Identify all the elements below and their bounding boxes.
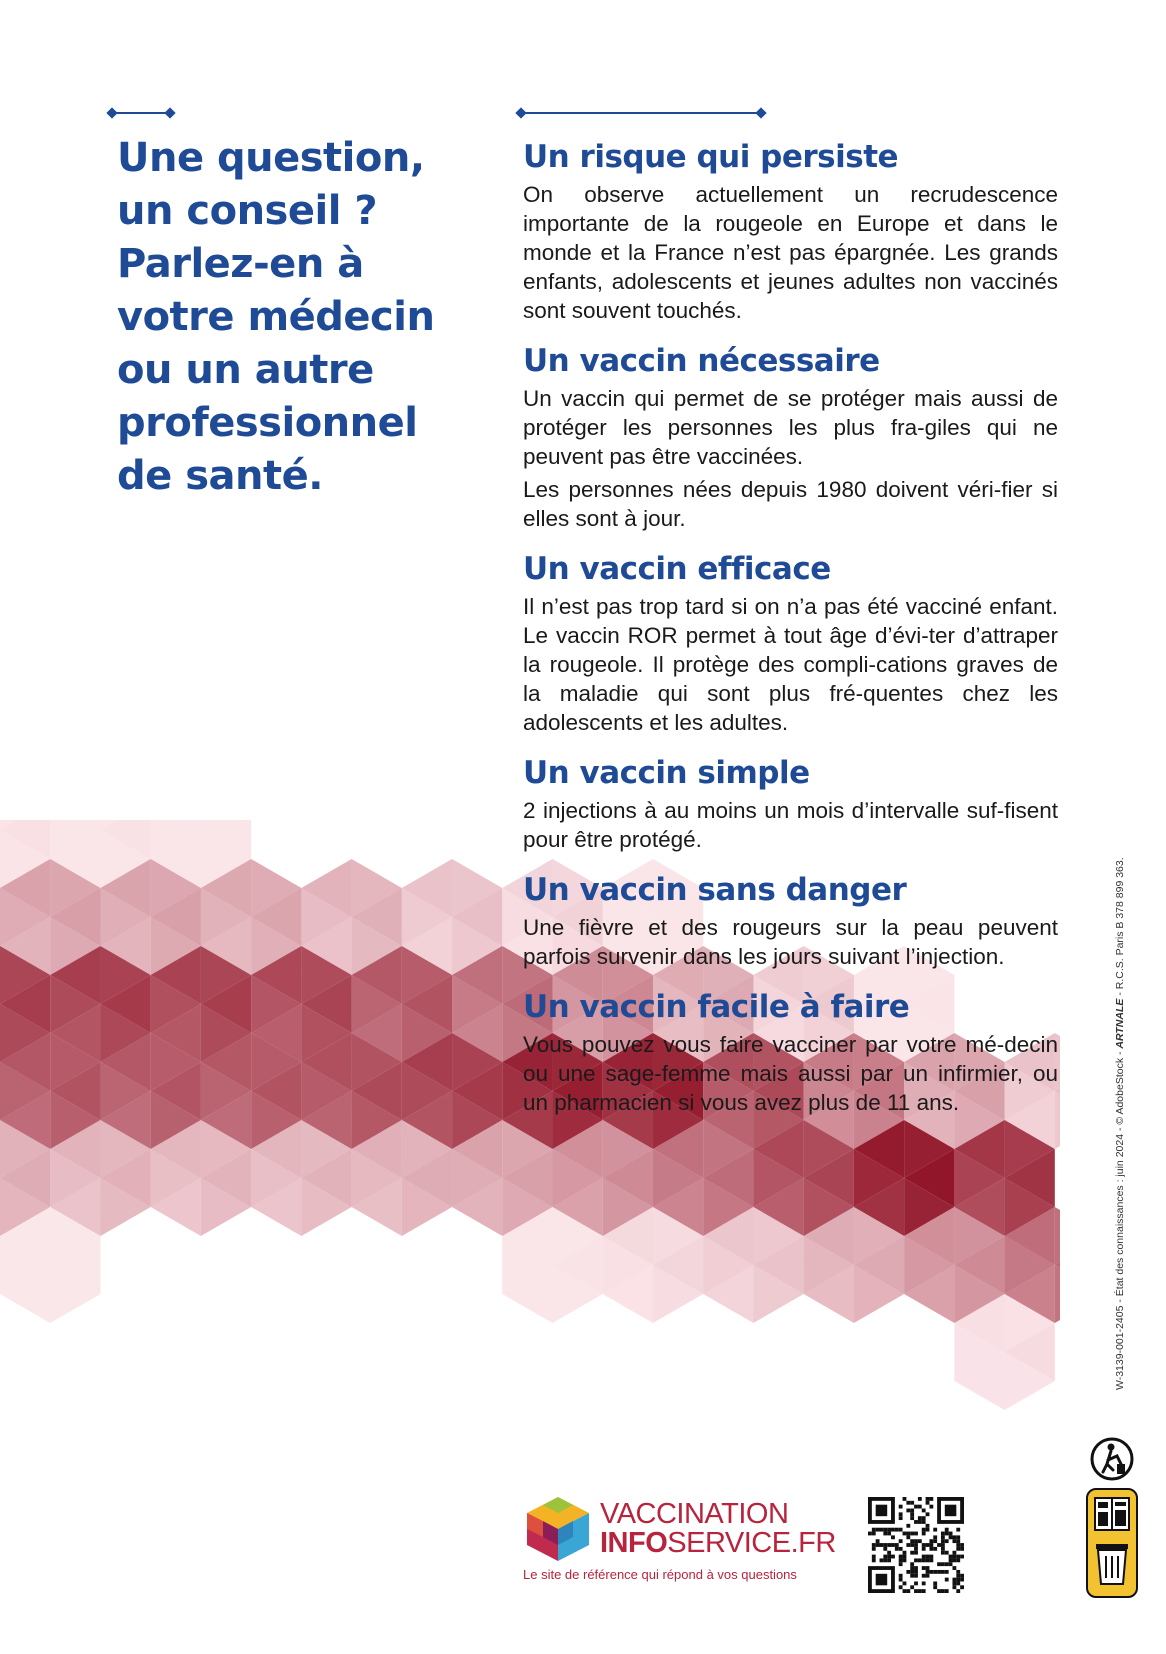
- qr-module: [929, 1558, 933, 1562]
- qr-module: [937, 1589, 941, 1593]
- qr-module: [945, 1589, 949, 1593]
- qr-module: [872, 1528, 876, 1532]
- qr-module: [914, 1589, 918, 1593]
- qr-module: [941, 1543, 945, 1547]
- qr-module: [918, 1558, 922, 1562]
- qr-module: [937, 1562, 941, 1566]
- qr-module: [899, 1574, 903, 1578]
- hexagon-facet: [1055, 1265, 1060, 1323]
- qr-module: [868, 1532, 872, 1536]
- qr-module: [956, 1555, 960, 1559]
- qr-module: [891, 1543, 895, 1547]
- qr-module: [952, 1581, 956, 1585]
- qr-module: [933, 1585, 937, 1589]
- qr-module: [880, 1528, 884, 1532]
- qr-module: [941, 1562, 945, 1566]
- qr-module: [926, 1570, 930, 1574]
- qr-module: [914, 1505, 918, 1509]
- qr-module: [910, 1551, 914, 1555]
- qr-module: [876, 1505, 888, 1517]
- qr-module: [949, 1532, 953, 1536]
- qr-module: [956, 1543, 960, 1547]
- qr-module: [945, 1570, 949, 1574]
- qr-module: [876, 1539, 880, 1543]
- qr-module: [906, 1509, 910, 1513]
- qr-module: [922, 1589, 926, 1593]
- qr-module: [956, 1570, 960, 1574]
- qr-module: [906, 1589, 910, 1593]
- qr-module: [872, 1543, 876, 1547]
- qr-module: [903, 1589, 907, 1593]
- qr-module: [899, 1516, 903, 1520]
- qr-module: [956, 1558, 960, 1562]
- title-line: un conseil ?: [117, 188, 378, 234]
- title-line: de santé.: [117, 453, 323, 499]
- section-title: Un risque qui persiste: [523, 139, 899, 175]
- qr-module: [956, 1547, 960, 1551]
- title-line: professionnel: [117, 400, 418, 446]
- qr-module: [914, 1574, 918, 1578]
- qr-module: [960, 1574, 964, 1578]
- qr-module: [903, 1558, 907, 1562]
- qr-module: [960, 1578, 964, 1582]
- qr-module: [899, 1578, 903, 1582]
- qr-module: [910, 1512, 914, 1516]
- qr-module: [880, 1558, 884, 1562]
- section-title: Un vaccin sans danger: [523, 872, 907, 908]
- qr-module: [899, 1585, 903, 1589]
- qr-module: [918, 1589, 922, 1593]
- section-effective: [523, 550, 1058, 737]
- qr-module: [914, 1570, 918, 1574]
- qr-module: [926, 1528, 930, 1532]
- section-risk: [523, 138, 1058, 325]
- qr-module: [914, 1581, 918, 1585]
- legal-mentions: [1114, 857, 1126, 1390]
- qr-module: [895, 1528, 899, 1532]
- qr-module: [926, 1543, 930, 1547]
- qr-module: [903, 1532, 907, 1536]
- qr-module: [933, 1539, 937, 1543]
- qr-module: [945, 1578, 949, 1582]
- qr-module: [922, 1532, 926, 1536]
- qr-module: [903, 1497, 907, 1501]
- qr-module: [914, 1543, 918, 1547]
- recycle-person-icon: [1087, 1436, 1137, 1482]
- qr-module: [910, 1509, 914, 1513]
- qr-module: [960, 1555, 964, 1559]
- qr-module: [929, 1570, 933, 1574]
- qr-module: [960, 1547, 964, 1551]
- qr-module: [910, 1501, 914, 1505]
- qr-module: [910, 1574, 914, 1578]
- qr-module: [891, 1535, 895, 1539]
- qr-module: [926, 1574, 930, 1578]
- qr-module: [956, 1589, 960, 1593]
- section-text: Les personnes nées depuis 1980 doivent véri-fier si elles sont à jour.: [523, 477, 1058, 531]
- qr-module: [872, 1555, 876, 1559]
- qr-module: [956, 1535, 960, 1539]
- qr-module: [926, 1524, 930, 1528]
- qr-module: [899, 1547, 903, 1551]
- qr-module: [941, 1589, 945, 1593]
- qr-module: [872, 1547, 876, 1551]
- qr-module: [883, 1528, 887, 1532]
- qr-module: [922, 1509, 926, 1513]
- qr-module: [914, 1539, 918, 1543]
- qr-module: [899, 1505, 903, 1509]
- title-deco-line-left: [112, 112, 170, 114]
- qr-module: [937, 1543, 941, 1547]
- qr-module: [872, 1558, 876, 1562]
- section-title: Un vaccin efficace: [523, 551, 831, 587]
- qr-module: [952, 1539, 956, 1543]
- qr-module: [887, 1551, 891, 1555]
- qr-module: [887, 1543, 891, 1547]
- qr-module: [887, 1532, 891, 1536]
- qr-module: [914, 1532, 918, 1536]
- qr-module: [899, 1562, 903, 1566]
- qr-module: [952, 1585, 956, 1589]
- qr-module: [952, 1535, 956, 1539]
- qr-module: [876, 1528, 880, 1532]
- qr-module: [933, 1547, 937, 1551]
- qr-module: [903, 1551, 907, 1555]
- qr-module: [899, 1555, 903, 1559]
- legal-suffix: - R.C.S. Paris B 378 899 363.: [1114, 857, 1126, 999]
- qr-module: [949, 1535, 953, 1539]
- qr-module: [918, 1539, 922, 1543]
- section-text: Un vaccin qui permet de se protéger mais aussi de protéger les personnes les plus fra-giles qui ne peuvent pas être vaccinées.: [523, 386, 1058, 469]
- qr-module: [895, 1543, 899, 1547]
- contact-question-title: [117, 132, 447, 503]
- qr-module: [956, 1581, 960, 1585]
- qr-module: [883, 1547, 887, 1551]
- qr-module: [926, 1566, 930, 1570]
- qr-module: [910, 1566, 914, 1570]
- qr-module: [926, 1512, 930, 1516]
- qr-module: [887, 1555, 891, 1559]
- qr-module: [883, 1555, 887, 1559]
- qr-module: [880, 1543, 884, 1547]
- qr-module: [949, 1555, 953, 1559]
- qr-module: [876, 1543, 880, 1547]
- qr-module: [929, 1555, 933, 1559]
- qr-module: [887, 1528, 891, 1532]
- qr-module: [952, 1578, 956, 1582]
- qr-module: [910, 1570, 914, 1574]
- qr-module: [887, 1558, 891, 1562]
- qr-module: [945, 1539, 949, 1543]
- qr-module: [922, 1516, 926, 1520]
- hexagon-facet: [1055, 1207, 1060, 1265]
- qr-module: [922, 1520, 926, 1524]
- logo-text-line2: [600, 1528, 836, 1558]
- logo-cube-icon: [523, 1495, 593, 1563]
- vaccination-info-service-logo[interactable]: [523, 1495, 836, 1585]
- qr-module: [891, 1555, 895, 1559]
- qr-module: [910, 1532, 914, 1536]
- qr-module: [906, 1524, 910, 1528]
- section-text: Il n’est pas trop tard si on n’a pas été vacciné enfant. Le vaccin ROR permet à tout âge d’évi-ter d’attraper la rougeole. Il protège des compli-cations graves de la maladie qui sont plus fré-quentes chez les adolescents et les adultes.: [523, 594, 1058, 735]
- qr-module: [952, 1551, 956, 1555]
- qr-module: [933, 1570, 937, 1574]
- section-safe: [523, 871, 1058, 971]
- qr-module: [926, 1555, 930, 1559]
- qr-module: [926, 1497, 930, 1501]
- qr-module: [895, 1547, 899, 1551]
- section-easy: [523, 988, 1058, 1117]
- qr-module: [956, 1539, 960, 1543]
- qr-module: [910, 1562, 914, 1566]
- qr-module: [956, 1528, 960, 1532]
- qr-module: [910, 1585, 914, 1589]
- qr-module: [922, 1574, 926, 1578]
- qr-module: [918, 1516, 922, 1520]
- qr-module: [876, 1574, 888, 1586]
- qr-module: [922, 1555, 926, 1559]
- qr-module: [903, 1581, 907, 1585]
- qr-module: [891, 1528, 895, 1532]
- legal-brand: ARTNALE: [1114, 998, 1126, 1049]
- qr-module: [922, 1528, 926, 1532]
- qr-module: [883, 1558, 887, 1562]
- qr-module: [937, 1570, 941, 1574]
- qr-module: [910, 1539, 914, 1543]
- qr-module: [941, 1551, 945, 1555]
- qr-module: [926, 1501, 930, 1505]
- qr-module: [952, 1566, 956, 1570]
- qr-module: [952, 1555, 956, 1559]
- qr-module: [899, 1558, 903, 1562]
- qr-module: [922, 1581, 926, 1585]
- section-text: 2 injections à au moins un mois d’intervalle suf-fisent pour être protégé.: [523, 798, 1058, 852]
- qr-module: [918, 1497, 922, 1501]
- logo-text-line1: VACCINATION: [600, 1498, 789, 1530]
- qr-module: [956, 1574, 960, 1578]
- qr-module: [929, 1539, 933, 1543]
- qr-module: [926, 1558, 930, 1562]
- section-text: Une fièvre et des rougeurs sur la peau peuvent parfois survenir dans les jours suivant l’injection.: [523, 915, 1058, 969]
- qr-module: [941, 1532, 945, 1536]
- qr-module: [941, 1535, 945, 1539]
- qr-module: [960, 1543, 964, 1547]
- title-line: Une question,: [117, 135, 425, 181]
- qr-module: [914, 1551, 918, 1555]
- qr-module: [906, 1532, 910, 1536]
- qr-module: [922, 1566, 926, 1570]
- qr-module: [929, 1543, 933, 1547]
- qr-module: [906, 1543, 910, 1547]
- qr-module: [918, 1520, 922, 1524]
- title-line: votre médecin: [117, 294, 435, 340]
- qr-module: [899, 1512, 903, 1516]
- qr-module: [929, 1547, 933, 1551]
- qr-code-icon[interactable]: [868, 1497, 964, 1593]
- qr-module: [899, 1539, 903, 1543]
- qr-module: [914, 1566, 918, 1570]
- title-line: ou un autre: [117, 347, 374, 393]
- section-simple: [523, 754, 1058, 854]
- qr-module: [906, 1570, 910, 1574]
- qr-module: [883, 1532, 887, 1536]
- qr-module: [960, 1585, 964, 1589]
- qr-module: [914, 1558, 918, 1562]
- qr-module: [922, 1547, 926, 1551]
- qr-module: [941, 1539, 945, 1543]
- qr-module: [956, 1578, 960, 1582]
- qr-module: [933, 1535, 937, 1539]
- qr-module: [952, 1558, 956, 1562]
- qr-module: [933, 1581, 937, 1585]
- qr-module: [949, 1558, 953, 1562]
- section-text: On observe actuellement un recrudescence importante de la rougeole en Europe et dans le monde et la France n’est pas épargnée. Les grands enfants, adolescents et jeunes adultes non vaccinés sont souvent touchés.: [523, 182, 1058, 323]
- qr-module: [929, 1505, 933, 1509]
- qr-module: [945, 1528, 949, 1532]
- qr-module: [914, 1520, 918, 1524]
- section-title: Un vaccin simple: [523, 755, 810, 791]
- qr-module: [933, 1528, 937, 1532]
- title-deco-line-right: [521, 112, 761, 114]
- qr-module: [903, 1555, 907, 1559]
- qr-module: [945, 1505, 957, 1517]
- qr-module: [941, 1570, 945, 1574]
- section-title: Un vaccin nécessaire: [523, 343, 880, 379]
- qr-module: [941, 1547, 945, 1551]
- qr-module: [929, 1497, 933, 1501]
- qr-module: [914, 1547, 918, 1551]
- qr-module: [872, 1532, 876, 1536]
- section-necessary: [523, 342, 1058, 533]
- qr-module: [910, 1516, 914, 1520]
- qr-module: [918, 1505, 922, 1509]
- section-text: Vous pouvez vous faire vacciner par votre mé-decin ou une sage-femme mais aussi par un infirmier, ou un pharmacien si vous avez plus de 11 ans.: [523, 1032, 1058, 1115]
- qr-module: [945, 1551, 949, 1555]
- triman-sorting-icon: [1086, 1488, 1138, 1598]
- qr-module: [883, 1543, 887, 1547]
- info-sections: [523, 138, 1058, 1134]
- qr-module: [906, 1501, 910, 1505]
- qr-module: [899, 1528, 903, 1532]
- qr-module: [922, 1543, 926, 1547]
- section-title: Un vaccin facile à faire: [523, 989, 910, 1025]
- qr-module: [922, 1558, 926, 1562]
- qr-module: [910, 1543, 914, 1547]
- qr-module: [945, 1562, 949, 1566]
- logo-text-info: INFO: [600, 1527, 668, 1559]
- title-line: Parlez-en à: [117, 241, 364, 287]
- qr-module: [945, 1532, 949, 1536]
- legal-prefix: W-3139-001-2405 - État des connaissances : juin 2024 - © AdobeStock -: [1114, 1048, 1126, 1390]
- logo-tagline: Le site de référence qui répond à vos questions: [523, 1567, 797, 1582]
- qr-module: [906, 1535, 910, 1539]
- qr-module: [949, 1562, 953, 1566]
- logo-text-service: SERVICE.FR: [667, 1527, 836, 1559]
